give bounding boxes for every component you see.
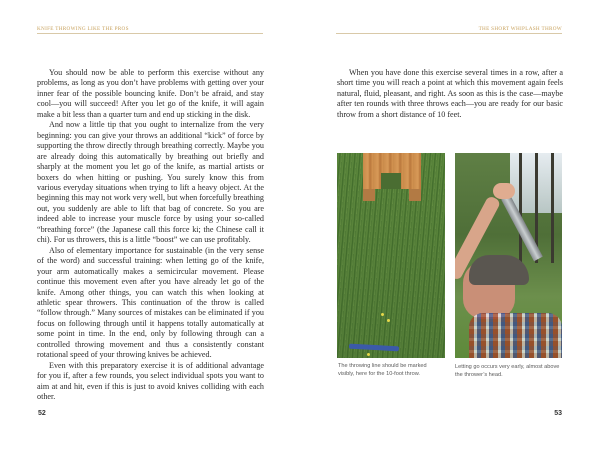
- page-number-right: 53: [554, 410, 562, 417]
- photo-thrower: [455, 153, 562, 358]
- figure-caption: The throwing line should be marked visibly, here for the 10-foot throw.: [338, 363, 427, 378]
- board-leg: [409, 189, 421, 201]
- board-gap: [381, 173, 401, 189]
- photo-throwing-line: [337, 153, 445, 358]
- plaid-shirt: [469, 313, 562, 358]
- hair: [469, 255, 529, 285]
- flower: [387, 319, 390, 322]
- header-rule-right: [336, 33, 562, 34]
- paragraph: You should now be able to perform this exercise without any problems, as long as you don’t have problems with getting over your inner fear of the possible bouncing knife. Don’t be afraid, and stay cool—you will succeed! After you let go of the knife, it will again make a bit less than a quarter turn and end up sticking in the disk.: [37, 68, 264, 119]
- paragraph: Even with this preparatory exercise it is of additional advantage for you if, after a few rounds, you select individual spots you want to aim at and hit, even if this is just to avoid knives colliding with each other.: [37, 360, 264, 402]
- tree-trunk: [551, 153, 554, 263]
- page-number-left: 52: [38, 410, 46, 417]
- flower: [381, 313, 384, 316]
- running-head-left: KNIFE THROWING LIKE THE PROS: [37, 26, 129, 32]
- flower: [367, 353, 370, 356]
- throwing-line-marker: [349, 344, 399, 352]
- running-head-right: THE SHORT WHIPLASH THROW: [478, 26, 562, 32]
- paragraph: Also of elementary importance for sustainable (in the very sense of the word) and successful training: when letting go of the knife, your arm automatically makes a semicircular movement. Please continue this movement even after you have already let go of the knife. Among other things, you can watch this when looking at athletic spear throwers. This continuation of the throw is called “follow through.” Many sources of mistakes can be eliminated if you focus on following through until it happens totally automatically at some point in time. In the end, only by following through can a controlled throwing movement and thus a consistently constant rotational speed of your throwing knives be achieved.: [37, 245, 264, 360]
- hand: [493, 183, 515, 199]
- board-leg: [363, 189, 375, 201]
- right-page: [300, 0, 600, 450]
- body-text-right: [337, 68, 563, 120]
- tree-trunk: [519, 153, 522, 263]
- paragraph: When you have done this exercise several times in a row, after a short time you will reach a point at which this movement again feels natural, fluid, pleasant, and right. As soon as this is the case—maybe after ten rounds with three throws each—you are ready for our basic throw from a short distance of 10 feet.: [337, 68, 563, 119]
- body-text-left: [37, 68, 264, 403]
- paragraph: And now a little tip that you ought to internalize from the very beginning: you can give your throws an additional “kick” of force by supporting the throw directly through breathing correctly. Maybe you are already doing this automatically by breathing out briefly and sharply at the moment you let go of the knife, as martial artists or boxers do when hitting or pushing. You surely know this from various everyday situations when trying to lift a heavy object. At the beginning this may not work very well, but when forcefully breathing out, you suddenly are able to lift that bag of concrete. So you are indeed able to increase your muscle force by using your so-called “breathing force” (the Japanese call this force ki; the Chinese call it chi). For us throwers, this is a little “boost” we can use profitably.: [37, 120, 264, 245]
- header-rule-left: [37, 33, 263, 34]
- figure-caption: Letting go occurs very early, almost above the thrower’s head.: [455, 364, 560, 379]
